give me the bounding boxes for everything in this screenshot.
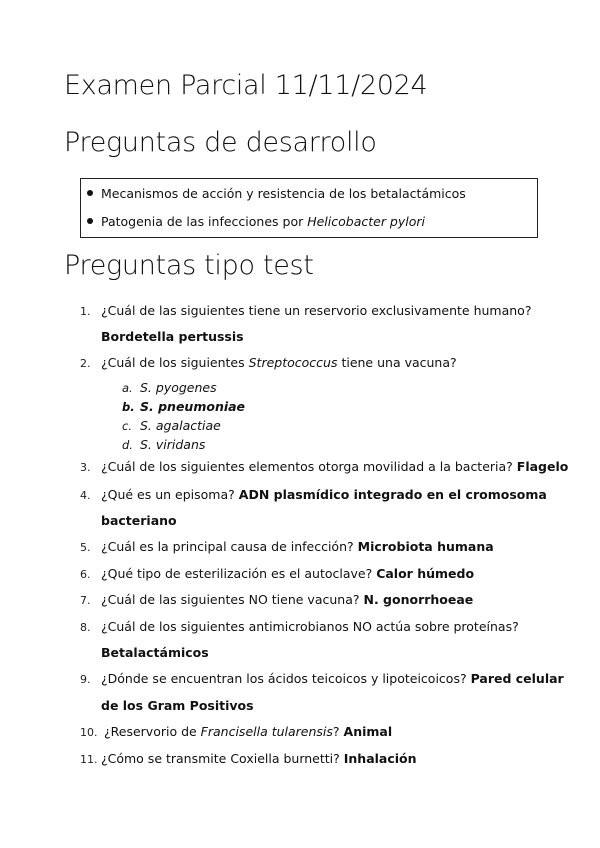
- list-item-text: Patogenia de las infecciones por: [101, 214, 308, 229]
- section-heading-desarrollo: Preguntas de desarrollo: [64, 127, 377, 158]
- question-answer: Flagelo: [516, 459, 569, 474]
- question-answer: Betalactámicos: [101, 645, 209, 660]
- page-title: Examen Parcial 11/11/2024: [64, 70, 428, 101]
- option-letter: a.: [122, 381, 133, 395]
- question-answer: Bordetella pertussis: [101, 329, 244, 344]
- bullet-icon: [87, 218, 93, 224]
- question-answer-continued: de los Gram Positivos: [101, 698, 254, 713]
- option-item: [122, 418, 221, 433]
- question-number: 11.: [80, 753, 98, 766]
- section-heading-test: Preguntas tipo test: [64, 250, 314, 281]
- question-text: ¿Dónde se encuentran los ácidos teicoicos y lipoteicoicos? Pared celular: [101, 671, 564, 686]
- option-text: S. pneumoniae: [140, 399, 246, 414]
- question-text: ¿Cuál de los siguientes antimicrobianos NO actúa sobre proteínas?: [101, 619, 519, 634]
- question-text: ¿Cuál de las siguientes tiene un reservorio exclusivamente humano?: [101, 303, 532, 318]
- question-number: 9.: [80, 673, 91, 686]
- question-number: 5.: [80, 541, 91, 554]
- list-item: [101, 186, 466, 201]
- list-item-italic: Helicobacter pylori: [307, 214, 425, 229]
- question-text: ¿Cómo se transmite Coxiella burnetti? Inhalación: [101, 751, 417, 766]
- question-text: ¿Cuál de los siguientes Streptococcus tiene una vacuna?: [101, 355, 457, 370]
- list-item: [101, 214, 425, 229]
- question-answer-continued: bacteriano: [101, 513, 177, 528]
- option-item: [122, 380, 217, 395]
- question-italic: Francisella tularensis: [200, 724, 333, 739]
- question-answer: Animal: [343, 724, 393, 739]
- question-answer: Microbiota humana: [357, 539, 494, 554]
- option-letter: c.: [122, 419, 132, 433]
- question-text: ¿Cuál es la principal causa de infección? Microbiota humana: [101, 539, 494, 554]
- option-letter: d.: [122, 438, 133, 452]
- question-answer: Pared celular: [470, 671, 564, 686]
- question-text: ¿Cuál de las siguientes NO tiene vacuna? N. gonorrhoeae: [101, 592, 474, 607]
- question-text: ¿Reservorio de Francisella tularensis? Animal: [104, 724, 393, 739]
- bullet-icon: [87, 190, 93, 196]
- question-text: ¿Qué tipo de esterilización es el autoclave? Calor húmedo: [101, 566, 475, 581]
- question-answer: Calor húmedo: [376, 566, 475, 581]
- question-number: 8.: [80, 621, 91, 634]
- development-questions-box: [80, 178, 538, 238]
- option-item-correct: [122, 399, 245, 414]
- question-text: ¿Qué es un episoma? ADN plasmídico integrado en el cromosoma: [101, 487, 547, 502]
- question-number: 3.: [80, 461, 91, 474]
- question-text: ¿Cuál de los siguientes elementos otorga movilidad a la bacteria? Flagelo: [101, 459, 569, 474]
- option-text: S. viridans: [140, 437, 206, 452]
- option-text: S. pyogenes: [140, 380, 217, 395]
- question-number: 6.: [80, 568, 91, 581]
- option-letter: b.: [122, 400, 135, 414]
- list-item-text: Mecanismos de acción y resistencia de los betalactámicos: [101, 186, 466, 201]
- question-answer: ADN plasmídico integrado en el cromosoma: [238, 487, 547, 502]
- question-number: 2.: [80, 357, 91, 370]
- question-italic: Streptococcus: [248, 355, 338, 370]
- option-item: [122, 437, 205, 452]
- question-number: 10.: [80, 726, 98, 739]
- question-number: 1.: [80, 305, 91, 318]
- question-answer: Inhalación: [343, 751, 417, 766]
- question-number: 7.: [80, 594, 91, 607]
- question-answer: N. gonorrhoeae: [363, 592, 474, 607]
- question-number: 4.: [80, 489, 91, 502]
- option-text: S. agalactiae: [140, 418, 221, 433]
